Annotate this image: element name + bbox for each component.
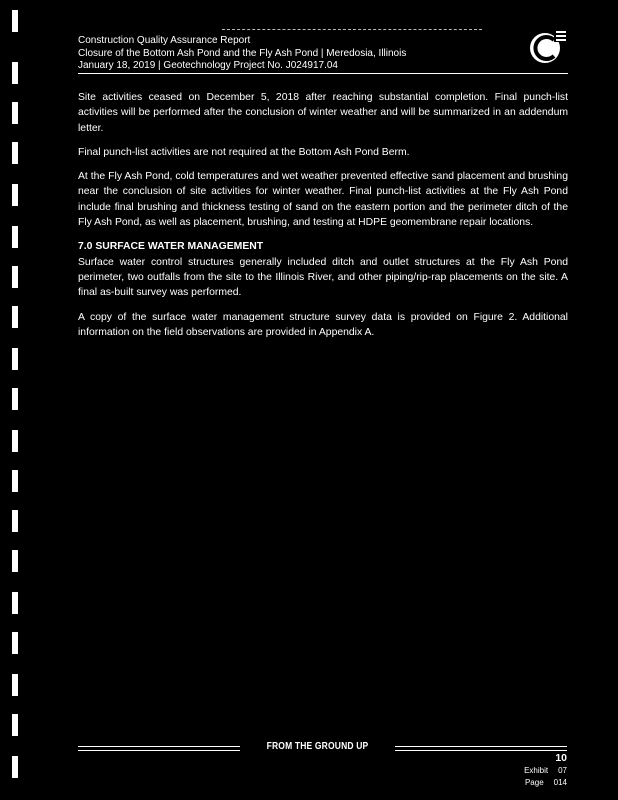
exhibit-page-value: 014 xyxy=(553,778,567,787)
header-rule xyxy=(78,73,568,74)
binding-mark xyxy=(12,226,18,248)
binding-mark xyxy=(12,510,18,532)
binding-mark xyxy=(12,266,18,288)
header-project-title: Closure of the Bottom Ash Pond and the Fly Ash Pond | Meredosia, Illinois xyxy=(78,47,407,59)
paragraph-completion: Site activities ceased on December 5, 2018 after reaching substantial completion. Final punch-list activities will be performed after the conclusion of winter weather and will be summarized in an addendum letter. xyxy=(78,92,568,134)
page-number: 10 xyxy=(555,752,567,764)
binding-mark xyxy=(12,470,18,492)
binding-mark xyxy=(12,388,18,410)
footer-tagline: FROM THE GROUND UP xyxy=(266,741,369,752)
binding-mark xyxy=(12,306,18,328)
binding-mark xyxy=(12,430,18,452)
binding-mark xyxy=(12,102,18,124)
report-header xyxy=(78,35,518,73)
footer-rule-left xyxy=(78,746,240,751)
exhibit-page-label: Page xyxy=(524,778,544,787)
binding-mark xyxy=(12,10,18,32)
exhibit-label: Exhibit xyxy=(524,766,549,775)
section-heading: 7.0 SURFACE WATER MANAGEMENT xyxy=(78,241,264,253)
binding-marks xyxy=(0,0,30,800)
footer-rule-right xyxy=(395,746,567,751)
header-date-project-number: January 18, 2019 | Geotechnology Project No. J024917.04 xyxy=(78,60,338,72)
binding-mark xyxy=(12,550,18,572)
company-logo-icon xyxy=(527,26,567,66)
exhibit-stamp xyxy=(500,765,567,789)
paragraph-fly-ash-pond: At the Fly Ash Pond, cold temperatures and wet weather prevented effective sand placement and brushing near the conclusion of site activities for winter weather. Final punch-list activities at the Fly Ash Pond include final brushing and thickness testing of sand on the eastern portion and the perimeter ditch of the Fly Ash Pond, as well as placement, brushing, and testing at HDPE geomembrane repair locations. xyxy=(78,171,568,229)
binding-mark xyxy=(12,142,18,164)
binding-mark xyxy=(12,592,18,614)
exhibit-value: 07 xyxy=(558,766,567,775)
binding-mark xyxy=(12,674,18,696)
binding-mark xyxy=(12,62,18,84)
paragraph-bottom-ash-berm: Final punch-list activities are not required at the Bottom Ash Pond Berm. xyxy=(78,146,410,158)
binding-mark xyxy=(12,714,18,736)
binding-mark xyxy=(12,756,18,778)
report-body xyxy=(78,90,568,349)
header-top-dash xyxy=(222,29,482,31)
header-report-title: Construction Quality Assurance Report xyxy=(78,35,251,46)
paragraph-survey-data: A copy of the surface water management structure survey data is provided on Figure 2. Additional information on the field observations are provided in Appendix A. xyxy=(78,311,568,338)
paragraph-surface-water: Surface water control structures generally included ditch and outlet structures at the Fly Ash Pond perimeter, two outfalls from the site to the Illinois River, and other piping/rip-rap placements on the site. A final as-built survey was performed. xyxy=(78,256,568,299)
binding-mark xyxy=(12,348,18,370)
binding-mark xyxy=(12,632,18,654)
binding-mark xyxy=(12,184,18,206)
